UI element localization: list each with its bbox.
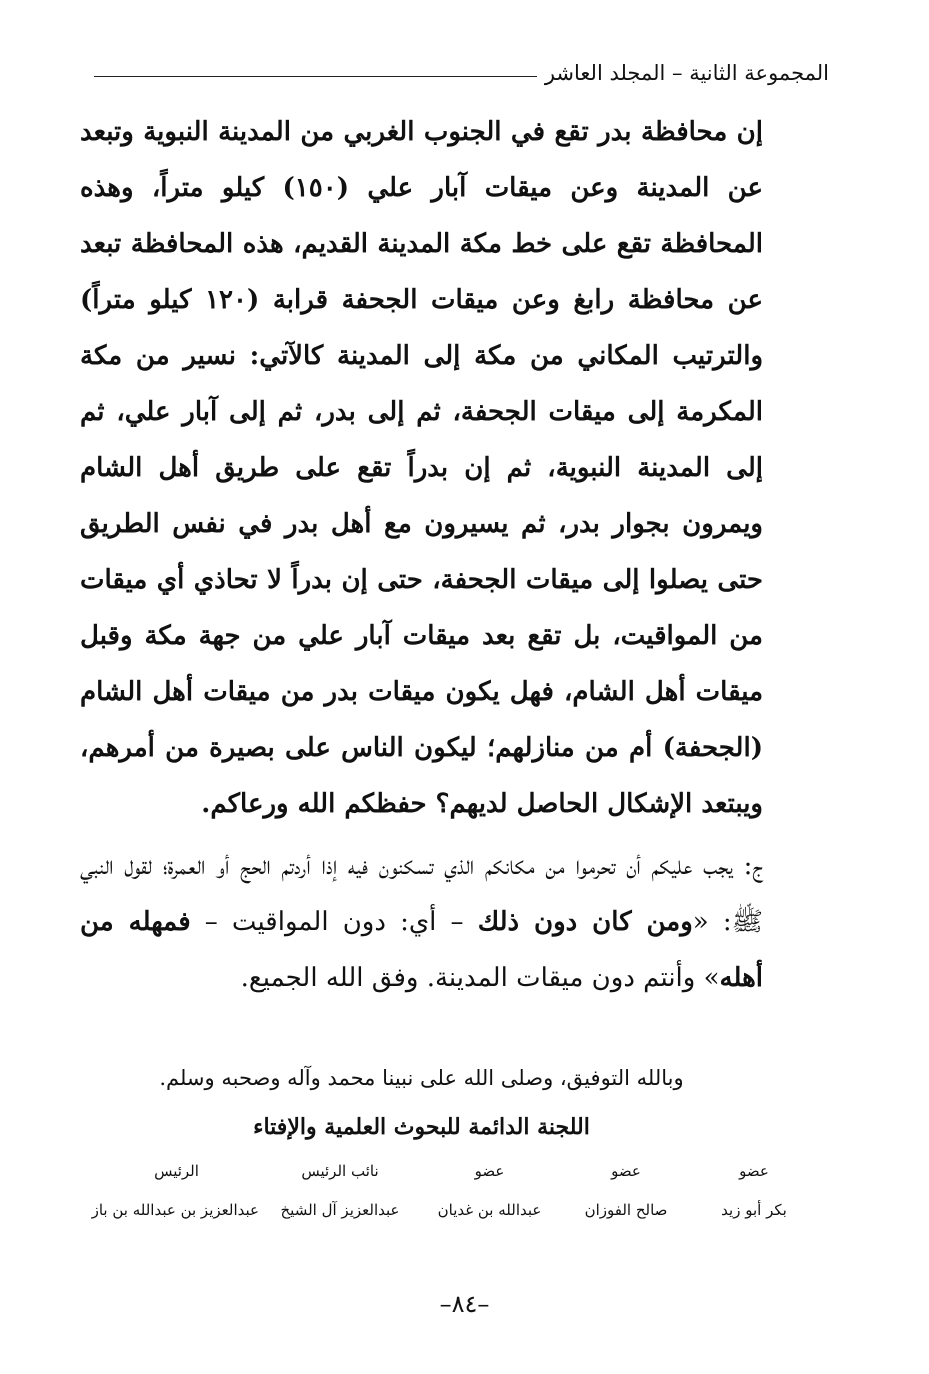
- hadith-quote-2: فمهله من أهله: [80, 907, 763, 993]
- page-number: –٨٤–: [439, 1290, 490, 1318]
- answer-text-2: – أي: دون المواقيت –: [190, 907, 478, 937]
- running-title: المجموعة الثانية – المجلد العاشر: [544, 61, 829, 85]
- signatory: [91, 1160, 259, 1230]
- signatory-role: عضو: [474, 1162, 505, 1180]
- signatory: [265, 1160, 415, 1230]
- running-header: [94, 58, 829, 88]
- answer-text-1: ج: يجب عليكم أن تحرموا من مكانكم الذي تسكنون فيه إذا أردتم الحج أو العمرة؛ لقول النبي ﷺ: «: [80, 851, 763, 937]
- signatory-name: صالح الفوزان: [584, 1201, 668, 1219]
- closing-line: وبالله التوفيق، وصلى الله على نبينا محمد وآله وصحبه وسلم.: [159, 1066, 684, 1090]
- body-text: [80, 104, 763, 1006]
- signatory-role: نائب الرئيس: [301, 1162, 379, 1180]
- signatory-name: بكر أبو زيد: [721, 1201, 787, 1219]
- signatures: [91, 1160, 809, 1230]
- signatory: [422, 1160, 557, 1230]
- signatory: [699, 1160, 809, 1230]
- signatory-role: الرئيس: [154, 1162, 199, 1180]
- committee-title: اللجنة الدائمة للبحوث العلمية والإفتاء: [253, 1114, 590, 1140]
- signatory-role: عضو: [739, 1162, 769, 1180]
- signatory-name: عبدالله بن غديان: [437, 1201, 542, 1219]
- answer-text-3: » وأنتم دون ميقات المدينة. وفق الله الجميع.: [240, 963, 720, 993]
- hadith-quote-1: ومن كان دون ذلك: [477, 907, 693, 937]
- answer-paragraph: [80, 838, 763, 1006]
- signatory-name: عبدالعزيز آل الشيخ: [280, 1201, 400, 1219]
- signatory-name: عبدالعزيز بن عبدالله بن باز: [91, 1201, 259, 1219]
- header-rule: [94, 76, 537, 77]
- signatory: [561, 1160, 691, 1230]
- question-paragraph: إن محافظة بدر تقع في الجنوب الغربي من المدينة النبوية وتبعد عن المدينة وعن ميقات آبار علي (١٥٠) كيلو متراً، وهذه المحافظة تقع على خط مكة المدينة القديم، هذه المحافظة تبعد عن محافظة رابغ وعن ميقات الجحفة قرابة (١٢٠ كيلو متراً) والترتيب المكاني من مكة إلى المدينة كالآتي: نسير من مكة المكرمة إلى ميقات الجحفة، ثم إلى بدر، ثم إلى آبار علي، ثم إلى المدينة النبوية، ثم إن بدراً تقع على طريق أهل الشام ويمرون بجوار بدر، ثم يسيرون مع أهل بدر في نفس الطريق حتى يصلوا إلى ميقات الجحفة، حتى إن بدراً لا تحاذي أي ميقات من المواقيت، بل تقع بعد ميقات آبار علي من جهة مكة وقبل ميقات أهل الشام، فهل يكون ميقات بدر من ميقات أهل الشام (الجحفة) أم من منازلهم؛ ليكون الناس على بصيرة من أمرهم، ويبتعد الإشكال الحاصل لديهم؟ حفظكم الله ورعاكم.: [80, 117, 763, 819]
- signatory-role: عضو: [611, 1162, 641, 1180]
